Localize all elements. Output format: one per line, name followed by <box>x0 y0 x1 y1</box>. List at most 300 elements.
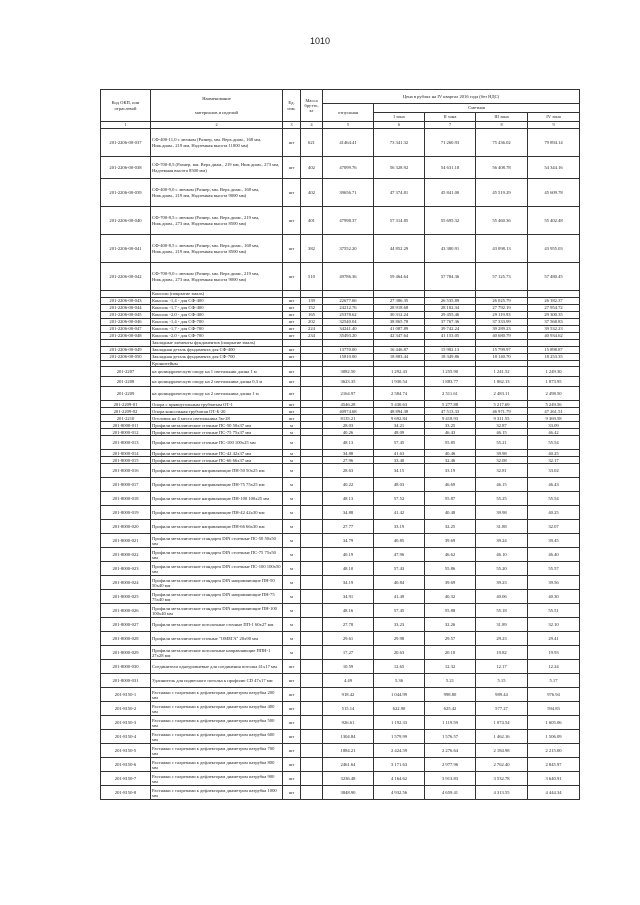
row-mass <box>301 702 323 716</box>
row-price-zone-3: 9 311.55 <box>476 415 528 422</box>
row-unit: шт <box>283 758 301 772</box>
row-price-zone-4: 40.30 <box>528 590 580 604</box>
row-name: Консоль -1,4 - для СФ-700 <box>151 319 283 326</box>
row-code: 201-8150-7 <box>101 772 151 786</box>
row-name: Консоль -1,7 - для СФ-700 <box>151 326 283 333</box>
table-row <box>101 408 580 415</box>
row-price-zone-3: 46 971.79 <box>476 408 528 415</box>
table-row <box>101 319 580 326</box>
header-zone-4: IV зона <box>528 113 580 122</box>
row-unit: м <box>283 457 301 464</box>
row-unit: м <box>283 576 301 590</box>
row-price-zone-4: 55.51 <box>528 604 580 618</box>
table-row <box>101 702 580 716</box>
table-row <box>101 263 580 291</box>
row-unit: м <box>283 492 301 506</box>
row-unit: шт <box>283 408 301 415</box>
table-row <box>101 478 580 492</box>
row-name: Профили металлические сточные ПС-66 66х37 мм <box>151 457 283 464</box>
row-unit: м <box>283 646 301 660</box>
table-row <box>101 422 580 429</box>
table-row <box>101 387 580 401</box>
row-code: 201-8000-029 <box>101 646 151 660</box>
row-price-zone-3: 46.15 <box>476 478 528 492</box>
row-name: Профили металлические направляющие ПН-75 75х25 мм <box>151 478 283 492</box>
row-code: 201-8000-014 <box>101 450 151 457</box>
row-price-zone-1: 18 883.44 <box>374 354 425 361</box>
row-price-otpusk: 918.42 <box>323 688 374 702</box>
row-price-zone-4: 55.54 <box>528 436 580 450</box>
row-price-otpusk: 27.78 <box>323 618 374 632</box>
row-name: Консоль -2,0 - для СФ-700 <box>151 333 283 340</box>
row-price-zone-3: 31.89 <box>476 618 528 632</box>
row-name: Профили металлические направляющие ПН-66 66х30 мм <box>151 520 283 534</box>
row-price-zone-3: 45 519.29 <box>476 179 528 207</box>
row-code: 201-2209 <box>101 387 151 401</box>
table-row <box>101 291 580 298</box>
row-code: 201-2206-00-044 <box>101 305 151 312</box>
column-index: 4 <box>301 122 323 129</box>
row-price-zone-3: 55.20 <box>476 562 528 576</box>
table-row <box>101 674 580 688</box>
row-name: Профили металлические сточные ПС-75 75х37 мм <box>151 429 283 436</box>
row-mass <box>301 401 323 408</box>
row-code: 201-8000-026 <box>101 604 151 618</box>
row-price-zone-2: 28 102.34 <box>425 305 476 312</box>
row-price-zone-1: 41.49 <box>374 590 425 604</box>
row-code: 201-8000-012 <box>101 429 151 436</box>
row-mass: 402 <box>301 157 323 179</box>
row-price-otpusk: 17.27 <box>323 646 374 660</box>
table-row <box>101 688 580 702</box>
row-name: Профили металлические потолочные направляющие ППН-1 27х28 мм <box>151 646 283 660</box>
row-price-zone-3: 989.44 <box>476 688 528 702</box>
row-price-zone-2: 55.88 <box>425 604 476 618</box>
row-unit: м <box>283 422 301 429</box>
row-price-zone-2: 47 513.33 <box>425 408 476 415</box>
row-price-zone-2: 26 535.89 <box>425 298 476 305</box>
row-code: 201-8000-027 <box>101 618 151 632</box>
header-mass: Масса брутто, кг <box>301 90 323 122</box>
row-code: 201-8150-8 <box>101 786 151 800</box>
row-price-zone-2: 20.10 <box>425 646 476 660</box>
row-price-zone-2: 39.69 <box>425 576 476 590</box>
row-mass <box>301 340 323 347</box>
row-name: Оголовок на 4 места светильника 5м-28 <box>151 415 283 422</box>
row-mass: 139 <box>301 298 323 305</box>
row-price-zone-4: 45 609.78 <box>528 179 580 207</box>
row-name: Закладная деталь фундамента для СФ-700 <box>151 354 283 361</box>
row-price-zone-4: 40.25 <box>528 506 580 520</box>
row-code: 201-8150-6 <box>101 758 151 772</box>
row-name: Удлинитель для подвесного потолка к профилю CD 47х17 мм <box>151 674 283 688</box>
row-price-zone-4: 26 182.37 <box>528 298 580 305</box>
row-price-zone-3: 27 792.19 <box>476 305 528 312</box>
row-price-zone-4: 32.10 <box>528 618 580 632</box>
row-price-zone-4: 43 955.03 <box>528 235 580 263</box>
row-price-zone-4: 54 344.16 <box>528 157 580 179</box>
header-name-bottom: материалов и изделий <box>195 109 238 115</box>
row-code: 201-2209-01 <box>101 401 151 408</box>
row-price-zone-4 <box>528 340 580 347</box>
row-code: 201-8000-031 <box>101 674 151 688</box>
row-unit: шт <box>283 305 301 312</box>
row-unit: шт <box>283 702 301 716</box>
row-unit: м <box>283 534 301 548</box>
header-name-top: Наименование <box>202 96 231 102</box>
table-row <box>101 436 580 450</box>
row-unit: шт <box>283 660 301 674</box>
row-name: Кронштейны <box>151 361 283 367</box>
row-price-zone-1: 1 292.43 <box>374 367 425 377</box>
table-row <box>101 576 580 590</box>
row-name: Соединители одноуровневые для соединения потолка 41х17 мм <box>151 660 283 674</box>
row-price-zone-2: 39 742.24 <box>425 326 476 333</box>
row-name: Профили металлические потолочные сточные ПП-1 60х27 мм <box>151 618 283 632</box>
row-name: Профили металлические сточные ПС-42 42х37 мм <box>151 450 283 457</box>
row-name: Закладные элементы фундаментов (покрытие эмаль) <box>151 340 283 347</box>
row-code: 201-2208 <box>101 377 151 387</box>
row-price-zone-1: 20.63 <box>374 646 425 660</box>
row-unit: м <box>283 464 301 478</box>
row-code: 201-8150-5 <box>101 744 151 758</box>
row-name: СФ-400-8,5 с лючком (Разнер, мм. Верх.диам., 168 мм, Ниж.диам., 219 мм, Надземная высота 8500 мм) <box>151 235 283 263</box>
row-price-zone-3: 19.82 <box>476 646 528 660</box>
row-price-zone-3: 40.06 <box>476 590 528 604</box>
row-code: 201-2206-00-043 <box>101 298 151 305</box>
row-mass: 510 <box>301 263 323 291</box>
row-price-zone-3: 32.81 <box>476 464 528 478</box>
row-unit: шт <box>283 326 301 333</box>
row-price-otpusk: 35493.20 <box>323 333 374 340</box>
row-price-zone-3: 3 532.78 <box>476 772 528 786</box>
row-mass <box>301 408 323 415</box>
table-row <box>101 520 580 534</box>
row-mass: 401 <box>301 207 323 235</box>
row-mass <box>301 387 323 401</box>
row-price-otpusk: 40.19 <box>323 548 374 562</box>
column-index: 1 <box>101 122 151 129</box>
row-price-zone-1: 48 894.38 <box>374 408 425 415</box>
row-code: 201-2206-00-049 <box>101 347 151 354</box>
row-name: Растяжки с талрепами к дефлекторам диаметром патрубка 600 мм <box>151 730 283 744</box>
row-code <box>101 291 151 298</box>
row-name: Растяжки с талрепами к дефлекторам диаметром патрубка 900 мм <box>151 772 283 786</box>
row-name: Профили металлические направляющие ПН-100 100х25 мм <box>151 492 283 506</box>
table-row <box>101 347 580 354</box>
row-price-zone-2: 33.25 <box>425 422 476 429</box>
row-price-zone-2: 33.19 <box>425 464 476 478</box>
row-price-zone-2: 37 767.36 <box>425 319 476 326</box>
row-code: 201-8000-023 <box>101 562 151 576</box>
row-code <box>101 340 151 347</box>
row-price-zone-3: 56 408.78 <box>476 157 528 179</box>
row-price-zone-1: 47 374.81 <box>374 179 425 207</box>
row-price-otpusk: 3623.35 <box>323 377 374 387</box>
row-price-zone-2: 57 784.36 <box>425 263 476 291</box>
row-price-zone-1: 1 930.54 <box>374 377 425 387</box>
row-code: 201-8000-017 <box>101 478 151 492</box>
table-row <box>101 333 580 340</box>
row-price-zone-1: 38 865.78 <box>374 319 425 326</box>
row-price-zone-3: 46.10 <box>476 548 528 562</box>
row-price-zone-1: 48.03 <box>374 478 425 492</box>
row-price-zone-4: 3 640.91 <box>528 772 580 786</box>
row-price-otpusk <box>323 340 374 347</box>
row-price-zone-3: 40 680.79 <box>476 333 528 340</box>
row-price-zone-2: 55.85 <box>425 436 476 450</box>
row-mass <box>301 590 323 604</box>
row-name: СФ-400-9,0 с лючком (Разнер, мм. Верх.диам., 168 мм, Ниж.диам., 219 мм, Надземная высота 9000 мм) <box>151 179 283 207</box>
table-row <box>101 457 580 464</box>
row-price-zone-1: 5.36 <box>374 674 425 688</box>
row-price-zone-4: 39.56 <box>528 576 580 590</box>
row-mass <box>301 576 323 590</box>
row-price-otpusk: 1304.84 <box>323 730 374 744</box>
row-unit: шт <box>283 354 301 361</box>
row-name: Опора с прямоугольным трубчатым ОТ-1 <box>151 401 283 408</box>
row-unit: шт <box>283 319 301 326</box>
row-unit: шт <box>283 367 301 377</box>
row-code: 201-8000-018 <box>101 492 151 506</box>
row-price-otpusk: 27.96 <box>323 457 374 464</box>
row-name: на цилиндрическую опору на 2 светильника длина 0,3 м <box>151 377 283 387</box>
row-price-zone-3: 1 074.54 <box>476 716 528 730</box>
row-name: СФ-700-9,0 с лючком (Разнер, мм. Верх.диам., 219 мм, Ниж.диам., 273 мм, Надземная высота 9000 мм) <box>151 263 283 291</box>
row-price-zone-4: 1 605.06 <box>528 716 580 730</box>
row-price-zone-1: 29.98 <box>374 632 425 646</box>
row-price-otpusk: 15810.00 <box>323 354 374 361</box>
row-price-zone-4: 39.45 <box>528 534 580 548</box>
row-price-zone-4: 32.17 <box>528 457 580 464</box>
row-code: 201-8000-021 <box>101 534 151 548</box>
row-name: Профили металлические направляющие ПН-42 42х30 мм <box>151 506 283 520</box>
row-price-zone-3: 2 184.98 <box>476 744 528 758</box>
row-name: Растяжки с талрепами к дефлекторам диаметром патрубка 700 мм <box>151 744 283 758</box>
row-price-zone-3: 43 098.13 <box>476 235 528 263</box>
row-price-zone-4: 2 498.50 <box>528 387 580 401</box>
row-price-zone-4: 46.40 <box>528 548 580 562</box>
row-price-zone-1: 2 584.74 <box>374 387 425 401</box>
row-price-otpusk: 28.63 <box>323 464 374 478</box>
row-price-zone-1: 41.42 <box>374 506 425 520</box>
row-price-zone-1: 33.19 <box>374 520 425 534</box>
row-code: 201-2206-00-050 <box>101 354 151 361</box>
row-code: 201-2206-00-037 <box>101 129 151 157</box>
row-price-zone-2: 54 631.18 <box>425 157 476 179</box>
row-code: 201-8150-1 <box>101 688 151 702</box>
row-price-zone-3: 39.98 <box>476 450 528 457</box>
table-row <box>101 506 580 520</box>
row-price-otpusk: 515.14 <box>323 702 374 716</box>
header-price-group: Цена в рублях на IV квартал 2016 года (без НДС) <box>323 90 580 104</box>
row-mass <box>301 436 323 450</box>
row-code: 201-2206-00-048 <box>101 333 151 340</box>
row-code: 201-2206-00-039 <box>101 179 151 207</box>
row-price-zone-3: 15 799.97 <box>476 347 528 354</box>
row-name: Консоли (покрытие эмаль) <box>151 291 283 298</box>
row-unit: м <box>283 590 301 604</box>
row-name: Растяжки с талрепами к дефлекторам диаметром патрубка 500 мм <box>151 716 283 730</box>
row-price-zone-3: 26 025.79 <box>476 298 528 305</box>
table-row <box>101 492 580 506</box>
row-code: 201-2210 <box>101 415 151 422</box>
row-price-zone-4: 18 253.35 <box>528 354 580 361</box>
row-price-otpusk: 48.13 <box>323 492 374 506</box>
row-mass <box>301 457 323 464</box>
row-price-otpusk: 40.22 <box>323 478 374 492</box>
row-code: 201-8000-015 <box>101 457 151 464</box>
row-price-zone-4: 27 954.72 <box>528 305 580 312</box>
row-price-otpusk: 41464.41 <box>323 129 374 157</box>
row-price-zone-1 <box>374 291 425 298</box>
row-price-zone-3: 577.27 <box>476 702 528 716</box>
row-mass <box>301 429 323 436</box>
row-code: 201-8150-4 <box>101 730 151 744</box>
row-unit: м <box>283 478 301 492</box>
row-name: Профили металлические стандарта DIN направляющие ПН-50 50х40 мм <box>151 576 283 590</box>
row-price-otpusk: 926.61 <box>323 716 374 730</box>
row-price-zone-4: 33.09 <box>528 422 580 429</box>
row-price-zone-2: 40.32 <box>425 590 476 604</box>
row-code: 201-8000-016 <box>101 464 151 478</box>
row-price-zone-3: 29 119.93 <box>476 312 528 319</box>
row-code: 201-2206-00-038 <box>101 157 151 179</box>
table-row <box>101 604 580 618</box>
row-price-zone-4: 55.54 <box>528 492 580 506</box>
row-unit: шт <box>283 263 301 291</box>
row-name: Профили металлические стандарта DIN стоечные ПС-75 75х50 мм <box>151 548 283 562</box>
row-price-zone-1: 42 347.64 <box>374 333 425 340</box>
row-price-zone-3: 31.88 <box>476 520 528 534</box>
row-price-zone-1: 48.09 <box>374 429 425 436</box>
row-price-zone-3 <box>476 291 528 298</box>
row-price-zone-2: 998.80 <box>425 688 476 702</box>
table-row <box>101 298 580 305</box>
row-name: Консоль -2,0 - для СФ-400 <box>151 312 283 319</box>
row-price-zone-3: 39.24 <box>476 534 528 548</box>
row-price-zone-2: 43 380.91 <box>425 235 476 263</box>
row-price-zone-1: 34.21 <box>374 422 425 429</box>
row-price-zone-3: 4 313.55 <box>476 786 528 800</box>
row-mass <box>301 660 323 674</box>
row-name: на цилиндрическую опору на 1 светильник длина 1 м <box>151 367 283 377</box>
row-price-zone-2: 1 119.59 <box>425 716 476 730</box>
row-mass <box>301 716 323 730</box>
row-unit: шт <box>283 387 301 401</box>
row-price-zone-4: 55 402.48 <box>528 207 580 235</box>
row-mass <box>301 674 323 688</box>
row-code: 201-2206-00-046 <box>101 319 151 326</box>
row-price-otpusk: 22677.66 <box>323 298 374 305</box>
row-unit: м <box>283 429 301 436</box>
row-price-zone-4: 79 894.14 <box>528 129 580 157</box>
row-mass <box>301 562 323 576</box>
row-unit: шт <box>283 674 301 688</box>
row-price-zone-2 <box>425 340 476 347</box>
row-price-zone-4: 29.41 <box>528 632 580 646</box>
row-price-otpusk: 34.91 <box>323 590 374 604</box>
table-row <box>101 744 580 758</box>
row-unit: шт <box>283 347 301 354</box>
row-code: 201-2206-00-045 <box>101 312 151 319</box>
row-price-zone-3: 55.21 <box>476 436 528 450</box>
row-price-zone-1: 41 087.89 <box>374 326 425 333</box>
row-price-zone-2: 71 260.93 <box>425 129 476 157</box>
table-row <box>101 235 580 263</box>
row-price-zone-1: 2 424.59 <box>374 744 425 758</box>
row-price-zone-3: 39 289.23 <box>476 326 528 333</box>
row-unit: шт <box>283 716 301 730</box>
row-code: 201-8000-013 <box>101 436 151 450</box>
table-header <box>101 90 580 129</box>
row-price-zone-3 <box>476 340 528 347</box>
row-price-otpusk: 2164.97 <box>323 387 374 401</box>
table-row <box>101 377 580 387</box>
row-price-zone-2: 55.86 <box>425 562 476 576</box>
row-unit: шт <box>283 157 301 179</box>
row-price-otpusk: 3848.90 <box>323 786 374 800</box>
table-row <box>101 157 580 179</box>
row-name: Растяжки с талрепами к дефлекторам диаметром патрубка 800 мм <box>151 758 283 772</box>
row-mass <box>301 758 323 772</box>
row-name: Профили металлические сточные ПС-50 50х37 мм <box>151 422 283 429</box>
row-price-zone-4 <box>528 291 580 298</box>
row-price-zone-4: 9 369.58 <box>528 415 580 422</box>
row-price-zone-2: 5 277.88 <box>425 401 476 408</box>
row-unit: шт <box>283 235 301 263</box>
row-mass <box>301 377 323 387</box>
row-price-zone-2: 29.57 <box>425 632 476 646</box>
row-price-zone-2: 4 659.41 <box>425 786 476 800</box>
row-name: Растяжки с талрепами к дефлекторам диаметром патрубка 400 мм <box>151 702 283 716</box>
row-price-zone-2: 46.43 <box>425 429 476 436</box>
row-price-zone-3: 57 125.73 <box>476 263 528 291</box>
row-unit: шт <box>283 744 301 758</box>
row-price-otpusk: 47998.37 <box>323 207 374 235</box>
row-unit: шт <box>283 298 301 305</box>
table-row <box>101 367 580 377</box>
row-price-zone-4: 2 845.97 <box>528 758 580 772</box>
row-price-otpusk: 13770.00 <box>323 347 374 354</box>
row-price-zone-4: 5 249.56 <box>528 401 580 408</box>
row-price-zone-3: 39.23 <box>476 576 528 590</box>
column-index: 9 <box>528 122 580 129</box>
row-mass: 202 <box>301 319 323 326</box>
row-price-zone-2: 625.42 <box>425 702 476 716</box>
row-price-otpusk: 24212.76 <box>323 305 374 312</box>
row-price-otpusk: 48.13 <box>323 436 374 450</box>
row-price-zone-4: 15 898.87 <box>528 347 580 354</box>
row-name: Профили металлические сточные "ОМЕГА" 20х90 мм <box>151 632 283 646</box>
row-price-zone-3: 1 462.16 <box>476 730 528 744</box>
row-price-zone-4: 1 249.30 <box>528 367 580 377</box>
column-index-row <box>101 122 580 129</box>
row-price-zone-2: 40.48 <box>425 506 476 520</box>
row-unit: шт <box>283 772 301 786</box>
row-price-zone-1: 40.84 <box>374 576 425 590</box>
row-unit: м <box>283 548 301 562</box>
row-unit: м <box>283 618 301 632</box>
row-name: Консоль -1,4 - для СФ-400 <box>151 298 283 305</box>
row-price-otpusk: 3236.48 <box>323 772 374 786</box>
row-price-zone-2: 32.25 <box>425 520 476 534</box>
row-name: Профили металлические направляющие ПН-50 50х25 мм <box>151 464 283 478</box>
table-row <box>101 415 580 422</box>
row-code: 201-2206-00-040 <box>101 207 151 235</box>
row-unit: шт <box>283 401 301 408</box>
row-price-zone-2: 46.69 <box>425 478 476 492</box>
